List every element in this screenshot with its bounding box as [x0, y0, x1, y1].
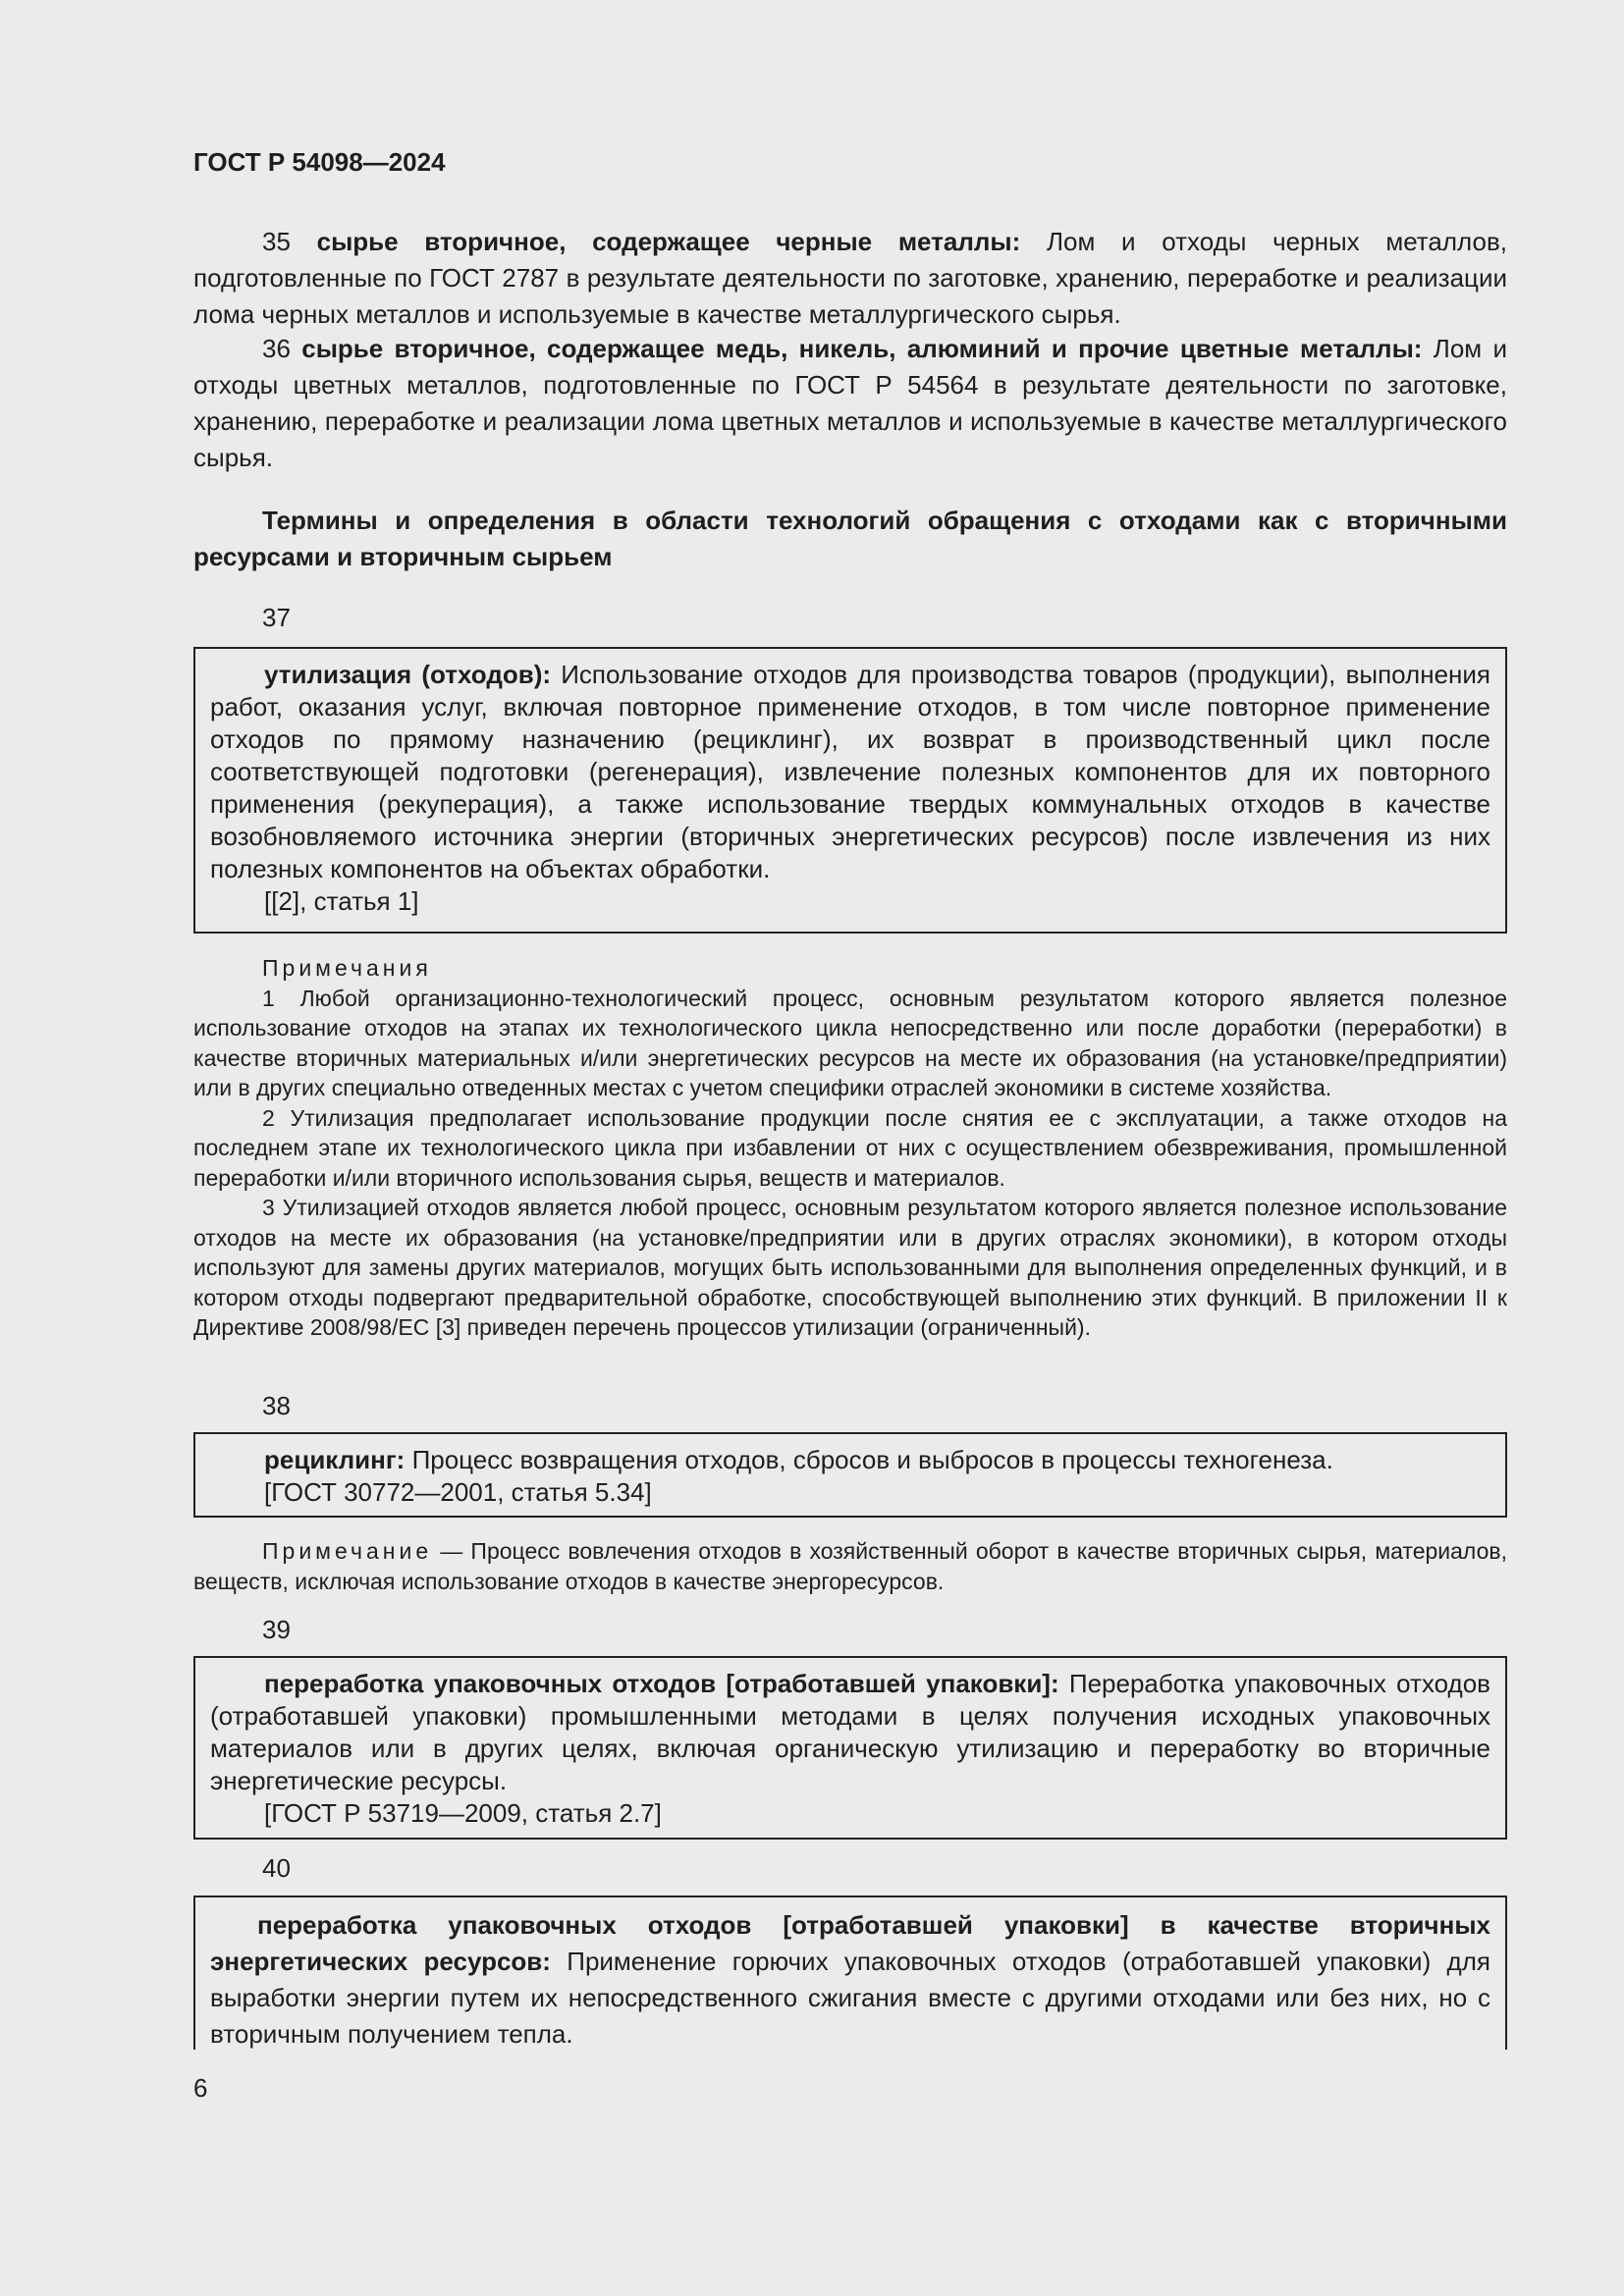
- page-number: 6: [193, 2073, 208, 2103]
- note-label: Примечание: [262, 1538, 433, 1564]
- term-source: [ГОСТ Р 53719—2009, статья 2.7]: [264, 1798, 662, 1828]
- paragraph-35: [193, 224, 1507, 333]
- term: сырье вторичное, содержащее медь, никель, алюминий и прочие цветные металлы:: [301, 334, 1423, 363]
- term: рециклинг:: [264, 1445, 406, 1474]
- note-body: — Процесс вовлечения отходов в хозяйственный оборот в качестве вторичных сырья, материалов, веществ, исключая использование отходов в качестве энергоресурсов.: [193, 1538, 1507, 1594]
- note-item: 3 Утилизацией отходов является любой процесс, основным результатом которого является полезное использование отходов на месте их образования (на установке/предприятии или в других отраслях экономики), в котором отходы используют для замены других материалов, могущих быть использованными для выполнения определенных функций, и в котором отходы подвергают предварительной обработке, способствующей выполнению этих функций. В приложении II к Директиве 2008/98/ЕС [3] приведен перечень процессов утилизации (ограниченный).: [193, 1195, 1507, 1340]
- term-definition: [210, 659, 1490, 885]
- definition: Процесс возвращения отходов, сбросов и выбросов в процессы техногенеза.: [405, 1445, 1333, 1474]
- definition: Лом и отходы черных металлов, подготовленные по ГОСТ 2787 в результате деятельности по заготовке, хранению, переработке и реализации лома черных металлов и используемые в качестве металлургического сырья.: [193, 227, 1508, 329]
- paragraph-36: [193, 331, 1507, 476]
- notes-block-37: [193, 953, 1507, 1343]
- note-text: [193, 1536, 1507, 1596]
- term-number-38: 38: [262, 1391, 291, 1420]
- term-definition: [210, 1444, 1490, 1476]
- definition: Применение горючих упаковочных отходов (отработавшей упаковки) для выработки энергии путем их непосредственного сжигания вместе с другими отходами или без них, но с вторичным получением тепла.: [210, 1947, 1490, 2049]
- term-source: [ГОСТ 30772—2001, статья 5.34]: [264, 1477, 652, 1507]
- term-box-38: [193, 1432, 1507, 1518]
- term-source: [[2], статья 1]: [264, 886, 419, 916]
- definition: Лом и отходы цветных металлов, подготовленные по ГОСТ Р 54564 в результате деятельности по заготовке, хранению, переработке и реализации лома цветных металлов и используемые в качестве металлургического сырья.: [193, 334, 1507, 472]
- document-header: ГОСТ Р 54098—2024: [193, 147, 446, 177]
- term-definition: [210, 1668, 1490, 1797]
- note-item: 1 Любой организационно-технологический процесс, основным результатом которого является полезное использование отходов на этапах их технологического цикла непосредственно или после доработки (переработки) в качестве вторичных материальных и/или энергетических ресурсов на месте их образования (на установке/предприятии) или в других специально отведенных местах с учетом специфики отраслей экономики в системе хозяйства.: [193, 985, 1507, 1100]
- term-box-40: [193, 1896, 1507, 2050]
- notes-title: Примечания: [262, 955, 432, 981]
- note-item: 2 Утилизация предполагает использование продукции после снятия ее с эксплуатации, а также отходов на последнем этапе их технологического цикла при избавлении от них с осуществлением обезвреживания, промышленной переработки и/или вторичного использования сырья, веществ и материалов.: [193, 1104, 1507, 1191]
- term: переработка упаковочных отходов [отработавшей упаковки] в качестве вторичных энергетических ресурсов:: [210, 1910, 1490, 1976]
- item-number: 35: [262, 227, 291, 256]
- term-number-37: 37: [262, 603, 291, 632]
- item-number: 36: [262, 334, 291, 363]
- term-number-39: 39: [262, 1615, 291, 1644]
- section-heading: Термины и определения в области технологий обращения с отходами как с вторичными ресурсами и вторичным сырьем: [193, 506, 1507, 571]
- term-definition: [210, 1907, 1490, 2053]
- term-number-40: 40: [262, 1853, 291, 1883]
- note-38: [193, 1536, 1507, 1596]
- term-box-37: [193, 647, 1507, 934]
- definition: Использование отходов для производства товаров (продукции), выполнения работ, оказания услуг, включая повторное применение отходов, в том числе повторное применение отходов по прямому назначению (рециклинг), их возврат в производственный цикл после соответствующей подготовки (регенерация), извлечение полезных компонентов для их повторного применения (рекуперация), а также использование твердых коммунальных отходов в качестве возобновляемого источника энергии (вторичных энергетических ресурсов) после извлечения из них полезных компонентов на объектах обработки.: [210, 660, 1490, 883]
- term: переработка упаковочных отходов [отработавшей упаковки]:: [264, 1669, 1059, 1698]
- term: сырье вторичное, содержащее черные металлы:: [316, 227, 1021, 256]
- term: утилизация (отходов):: [264, 660, 552, 689]
- definition: Переработка упаковочных отходов (отработавшей упаковки) промышленными методами в целях получения исходных упаковочных материалов или в других целях, включая органическую утилизацию и переработку во вторичные энергетические ресурсы.: [210, 1669, 1490, 1795]
- term-box-39: [193, 1656, 1507, 1840]
